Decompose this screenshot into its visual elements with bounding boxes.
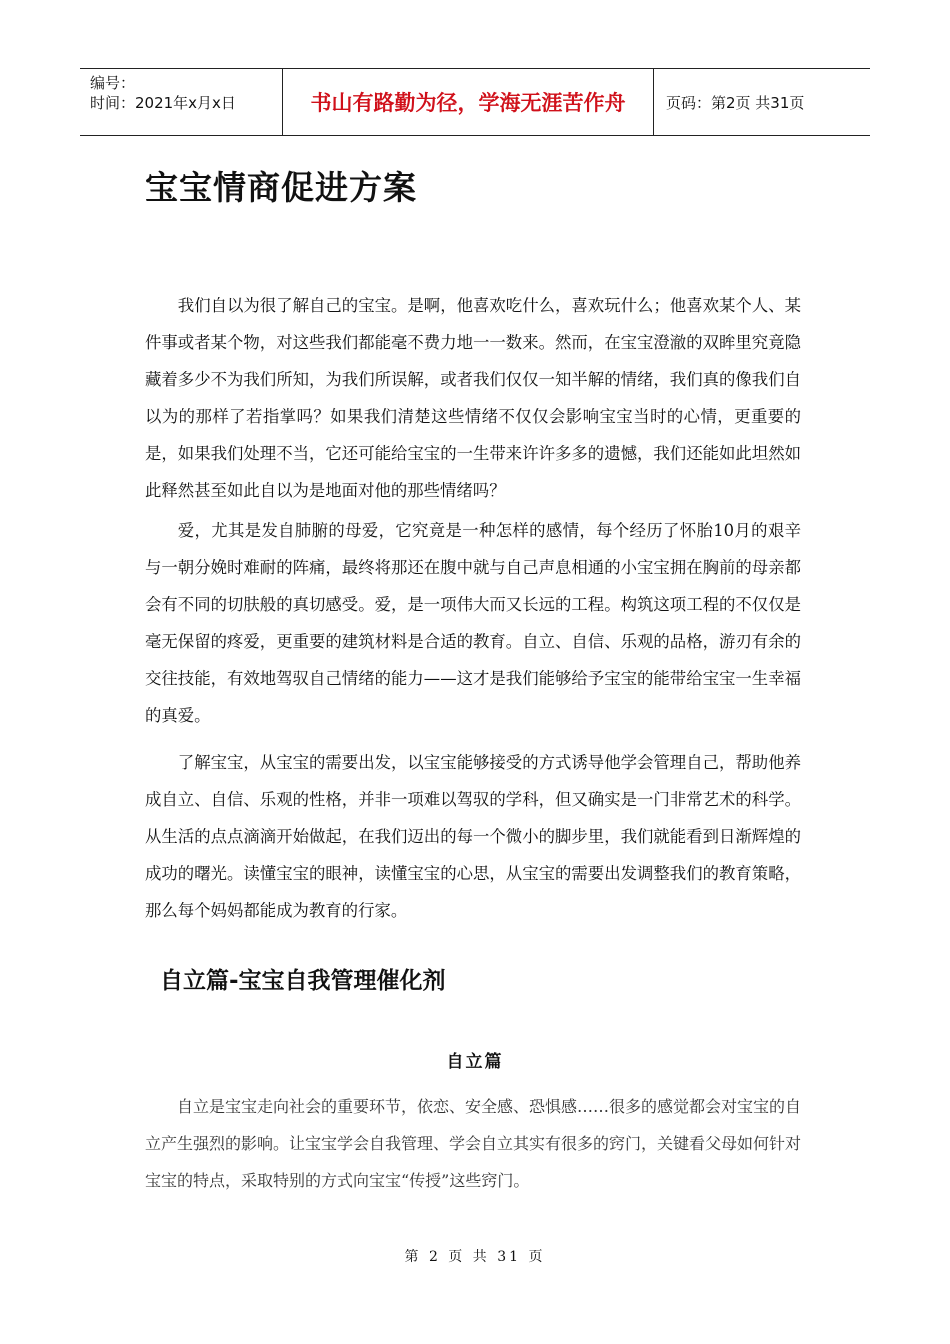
intro-paragraph-1 [145, 287, 801, 509]
paragraph-text: 我们自以为很了解自己的宝宝。是啊，他喜欢吃什么，喜欢玩什么；他喜欢某个人、某件事或者某个物，对这些我们都能毫不费力地一一数来。然而，在宝宝澄澈的双眸里究竟隐藏着多少不为我们所知，为我们所误解，或者我们仅仅一知半解的情绪，我们真的像我们自以为的那样了若指掌吗？如果我们清楚这些情绪不仅仅会影响宝宝当时的心情，更重要的是，如果我们处理不当，它还可能给宝宝的一生带来许许多多的遗憾，我们还能如此坦然如此释然甚至如此自以为是地面对他的那些情绪吗？ [145, 296, 801, 500]
document-title: 宝宝情商促进方案 [145, 168, 417, 207]
page-footer: 第 2 页 共 31 页 [404, 1249, 546, 1265]
section-heading: 自立篇-宝宝自我管理催化剂 [160, 968, 446, 994]
document-header [80, 68, 870, 136]
paragraph-text: 自立是宝宝走向社会的重要环节，依恋、安全感、恐惧感……很多的感觉都会对宝宝的自立产生强烈的影响。让宝宝学会自我管理、学会自立其实有很多的窍门，关键看父母如何针对宝宝的特点，采取特别的方式向宝宝“传授”这些窍门。 [145, 1097, 802, 1190]
intro-paragraph-3 [145, 744, 801, 929]
header-meta [80, 69, 282, 135]
intro-paragraph-2 [145, 512, 801, 734]
subsection-paragraph [145, 1088, 801, 1199]
header-motto: 书山有路勤为径，学海无涯苦作舟 [282, 69, 654, 135]
header-page-info: 页码：第2页 共31页 [666, 93, 805, 112]
paragraph-text: 了解宝宝，从宝宝的需要出发，以宝宝能够接受的方式诱导他学会管理自己，帮助他养成自立、自信、乐观的性格，并非一项难以驾驭的学科，但又确实是一门非常艺术的科学。从生活的点点滴滴开始做起，在我们迈出的每一个微小的脚步里，我们就能看到日渐辉煌的成功的曙光。读懂宝宝的眼神，读懂宝宝的心思，从宝宝的需要出发调整我们的教育策略，那么每个妈妈都能成为教育的行家。 [145, 753, 801, 920]
date-text: 时间：2021年x月x日 [90, 94, 236, 112]
subsection-heading: 自立篇 [446, 1052, 504, 1072]
paragraph-text: 爱，尤其是发自肺腑的母爱，它究竟是一种怎样的感情，每个经历了怀胎10月的艰辛与一朝分娩时难耐的阵痛，最终将那还在腹中就与自己声息相通的小宝宝拥在胸前的母亲都会有不同的切肤般的真切感受。爱，是一项伟大而又长远的工程。构筑这项工程的不仅仅是毫无保留的疼爱，更重要的建筑材料是合适的教育。自立、自信、乐观的品格，游刃有余的交往技能，有效地驾驭自己情绪的能力——这才是我们能够给予宝宝的能带给宝宝一生幸福的真爱。 [145, 521, 801, 725]
number-label: 编号： [90, 74, 136, 92]
